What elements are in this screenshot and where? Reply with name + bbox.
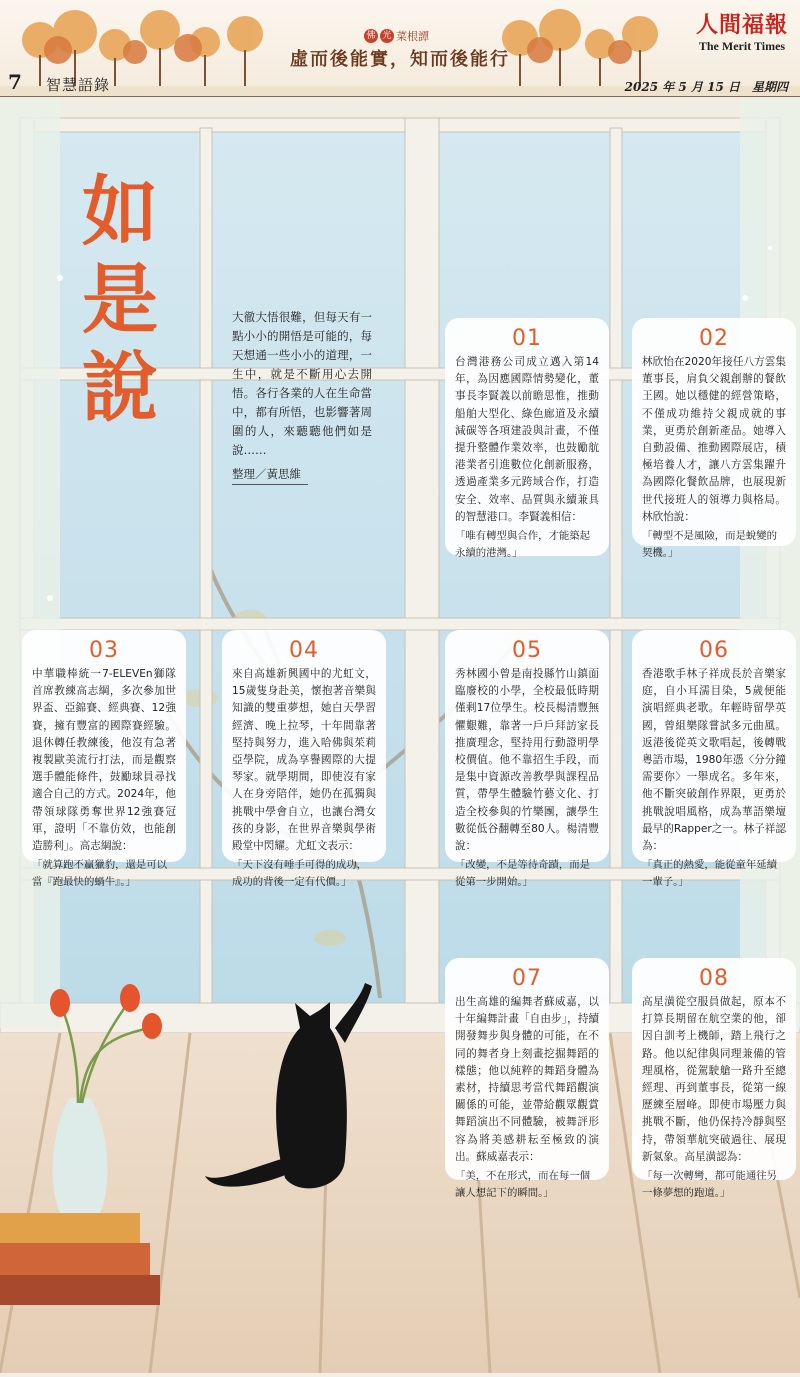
- card-body: 出生高雄的編舞者蘇威嘉，以十年編舞計畫「自由步」，持續開發舞步與身體的可能，在不同的舞者身上刻畫挖掘舞蹈的樣態；他以純粹的舞蹈身體為素材，持續思考當代舞蹈觀演關係的可能，並帶給觀眾觀賞舞蹈演出不同體驗，被舞評形容為將美感耕耘至極致的演出。蘇威嘉表示：: [455, 996, 599, 1163]
- book-top: [0, 1213, 140, 1243]
- column-tag-chip-2: 光: [380, 29, 394, 43]
- quote-card-07: [445, 958, 609, 1200]
- quote-card-06: [632, 630, 796, 889]
- card-quote: 「改變，不是等待奇蹟，而是從第一步開始。」: [455, 859, 591, 889]
- card-quote: 「天下沒有唾手可得的成功，成功的背後一定有代價。」: [232, 859, 368, 889]
- book-bottom: [0, 1275, 160, 1305]
- quote-card-08: [632, 958, 796, 1200]
- column-tag-name: 菜根譚: [396, 30, 429, 43]
- card-number: 05: [512, 638, 542, 663]
- credit-rule: [232, 484, 308, 485]
- card-quote: 「真正的熱愛，能從童年延續一輩子。」: [642, 859, 778, 889]
- page-number: 7: [8, 70, 22, 94]
- newspaper-logo: [696, 8, 788, 54]
- header-motto: 虛而後能實，知而後能行: [290, 49, 510, 70]
- quote-card-05: [445, 630, 609, 889]
- card-quote: 「就算跑不贏獵豹，還是可以當『跑最快的蝸牛』。」: [32, 859, 168, 889]
- quote-card-01: [445, 318, 609, 560]
- card-number: 07: [512, 966, 542, 991]
- logo-chinese: 人間福報: [695, 12, 788, 38]
- card-body: 台灣港務公司成立邁入第14年，為因應國際情勢變化，董事長李賢義以前瞻思惟，推動船舶大型化、綠色廊道及永續減碳等各項建設與計畫，不僅提升整體作業效率，也鼓勵航港業者引進數位化創新服務，透過產業多元跨域合作，打造安全、效率、品質與永續兼具的智慧港口。李賢義相信：: [455, 356, 599, 523]
- card-number: 08: [699, 966, 729, 991]
- book-middle: [0, 1243, 150, 1275]
- quote-card-02: [632, 318, 796, 560]
- card-body: 香港歌手林子祥成長於音樂家庭，自小耳濡目染，5歲便能演唱經典老歌。年輕時留學英國，曾組樂隊嘗試多元曲風。返港後從英文歌唱起，後轉戰粵語市場，1980年憑〈分分鐘需要你〉一舉成名。多年來，他不斷突破創作界限，更勇於挑戰說唱風格，成為華語樂壇最早的Rapper之一。林子祥認為：: [642, 668, 786, 853]
- card-quote: 「每一次轉彎，都可能通往另一條夢想的跑道。」: [642, 1170, 778, 1200]
- card-number: 03: [89, 638, 119, 663]
- card-number: 01: [512, 326, 542, 351]
- issue-date: 2025 年 5 月 15 日 星期四: [624, 80, 788, 94]
- header-rule: [0, 96, 800, 97]
- logo-english: The Merit Times: [698, 39, 786, 53]
- card-body: 秀林國小曾是南投縣竹山鎮面臨廢校的小學，全校最低時期僅剩17位學生。校長楊清豐無懼艱難，靠著一戶戶拜訪家長推廣理念，堅持用行動證明學校價值。他不靠招生手段，而是集中資源改善教學與課程品質，帶學生體驗竹藝文化、打造全校參與的竹樂團，讓學生數從低谷翻轉至80人。楊清豐說：: [455, 668, 599, 853]
- card-number: 06: [699, 638, 729, 663]
- masthead: [0, 0, 800, 97]
- quote-card-04: [222, 630, 386, 889]
- card-quote: 「唯有轉型與合作，才能築起永續的港灣。」: [455, 530, 591, 560]
- intro-paragraph: 大徹大悟很難，但每天有一點小小的開悟是可能的，每天想通一些小小的道理，一生中，就是不斷用心去開悟。各行各業的人在生命當中，都有所悟，也影響著周圍的人，來聽聽他們如是說……: [232, 310, 372, 457]
- card-number: 02: [699, 326, 729, 351]
- column-tag: [364, 28, 429, 44]
- card-quote: 「轉型不是風險，而是蛻變的契機。」: [642, 530, 778, 560]
- card-quote: 「美，不在形式，而在每一個讓人想記下的瞬間。」: [455, 1170, 591, 1200]
- editor-credit: 整理／黃思維: [232, 467, 301, 481]
- section-name: 智慧語錄: [46, 76, 111, 94]
- card-body: 中華職棒統一7-ELEVEn獅隊首席教練高志綱，多次參加世界盃、亞錦賽、經典賽、12強賽，擁有豐富的國際賽經驗。退休轉任教練後，他沒有急著複製歐美流行打法，而是觀察選手體能條件，鼓勵球員尋找適合自己的方式。2024年，他帶領球隊勇奪世界12強賽冠軍，證明「不靠仿效，也能創造勝利」。高志綱說：: [32, 668, 176, 853]
- card-number: 04: [289, 638, 319, 663]
- card-body: 來自高雄新興國中的尤虹文，15歲隻身赴美，懷抱著音樂與知識的雙重夢想，她白天學習經濟、晚上拉琴，十年間靠著堅持與努力，進入哈佛與茱莉亞學院，成為享譽國際的大提琴家。就學期間，即使沒有家人在身旁陪伴，她仍在孤獨與挑戰中學會自立，也讓台灣女孩的身影，在世界音樂與學術殿堂中閃耀。尤虹文表示：: [232, 668, 376, 853]
- card-body: 高星潢從空服員做起，原本不打算長期留在航空業的他，卻因自訓考上機師，踏上飛行之路。他以紀律與同理兼備的管理風格，從駕駛艙一路升至總經理、再到董事長，從第一線歷練至層峰。即使市場壓力與挑戰不斷，他仍保持冷靜與堅持，帶領華航突破過往、展現新氣象。高星潢認為：: [642, 996, 786, 1163]
- column-tag-chip-1: 佛: [364, 29, 378, 43]
- card-body: 林欣怡在2020年接任八方雲集董事長，肩負父親創辦的餐飲王國。她以穩健的經營策略，不僅成功維持父親成就的事業，更勇於創新產品。她導入自動設備、推動國際展店，積極培養人才，讓八方雲集躍升為國際化餐飲品牌，也展現新世代接班人的領導力與格局。林欣怡說：: [642, 356, 786, 523]
- feature-title: 如是說: [82, 167, 158, 432]
- quote-card-03: [22, 630, 186, 889]
